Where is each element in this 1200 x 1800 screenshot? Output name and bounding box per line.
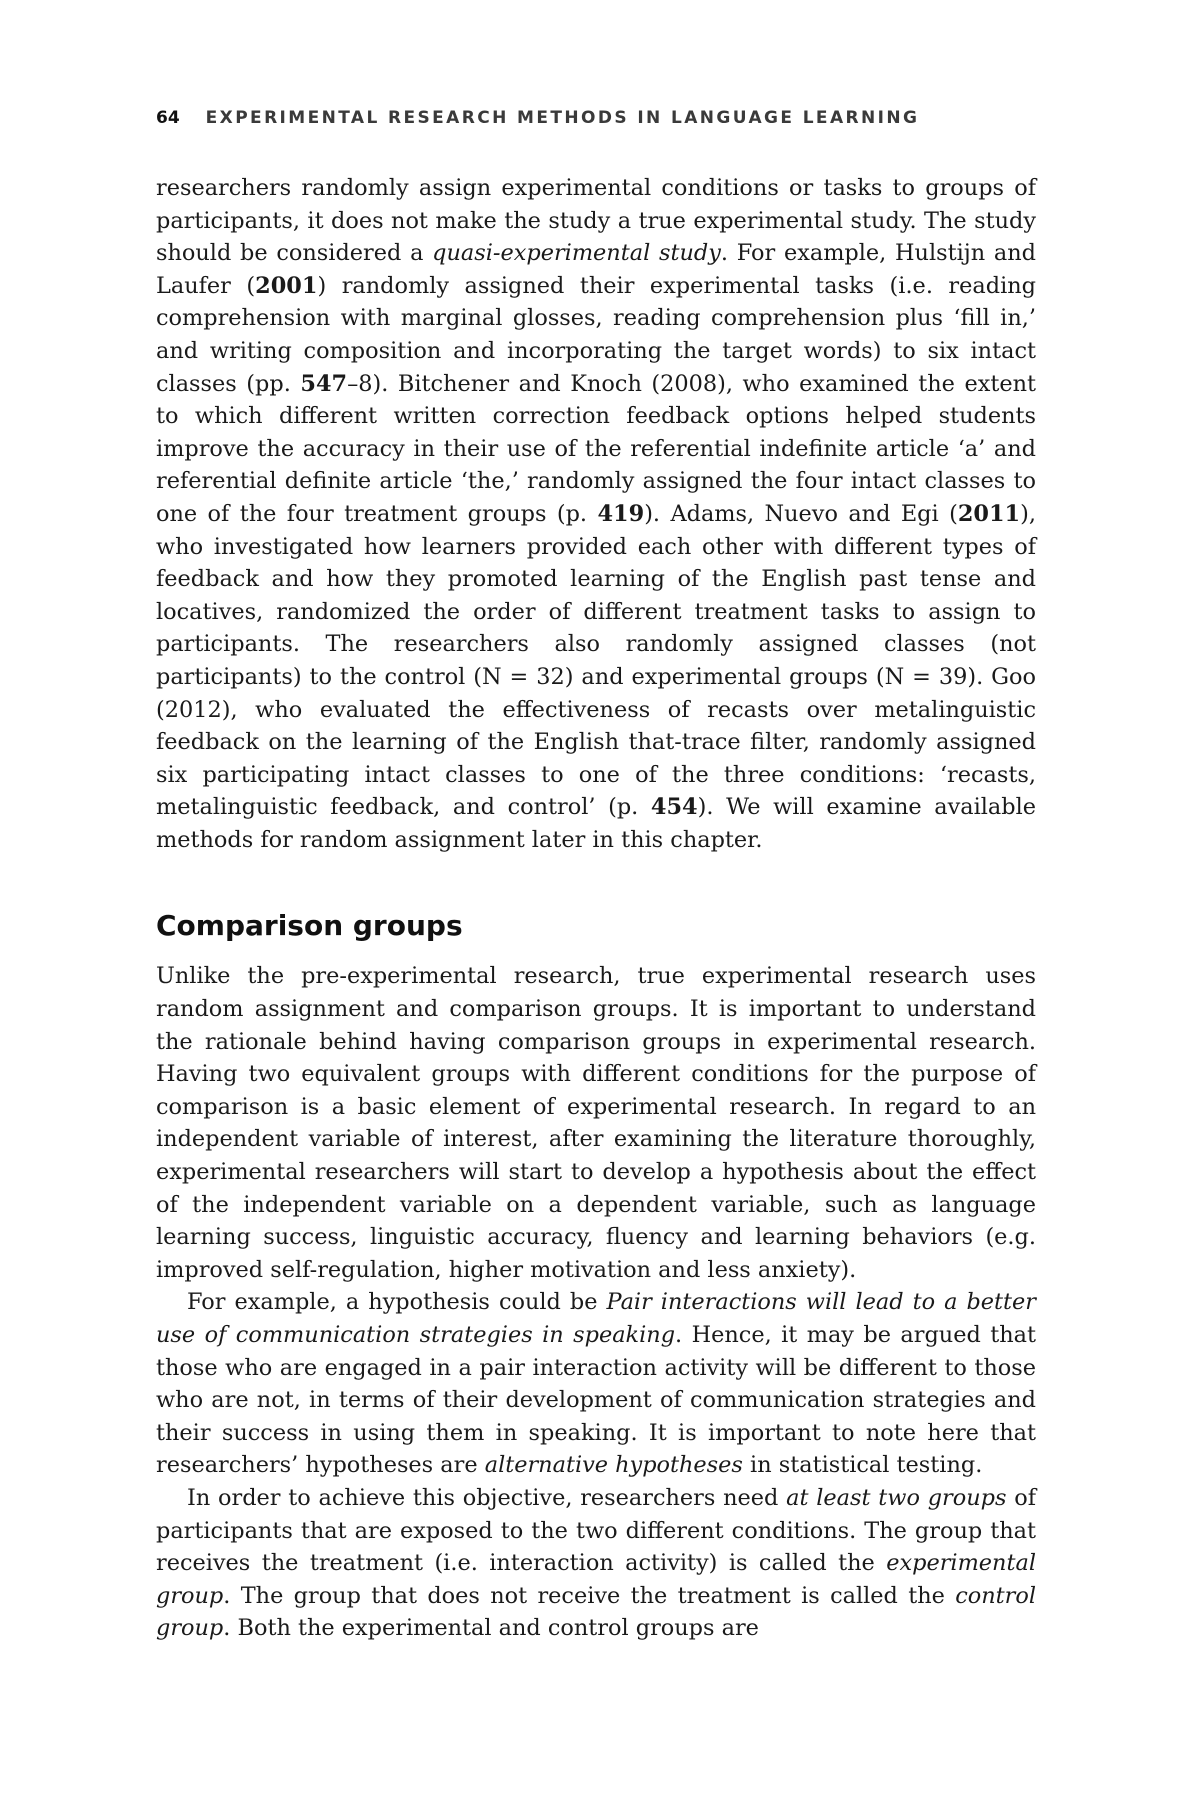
running-title: EXPERIMENTAL RESEARCH METHODS IN LANGUAGE LEARNING <box>205 108 920 128</box>
bold-page: 419 <box>597 500 645 527</box>
text-run: of participants that are exposed to the two different conditions. The group that receives the treatment (i.e. interaction activity) is called the <box>156 1484 1036 1577</box>
paragraph-4 <box>156 1482 1036 1645</box>
text-run: . For example, Hulstijn and Laufer ( <box>156 240 1036 299</box>
page-body <box>156 172 1036 1645</box>
section-heading: Comparison groups <box>156 909 463 943</box>
bold-page: 454 <box>650 794 698 821</box>
text-run: For example, a hypothesis could be <box>187 1289 607 1316</box>
emphasis-two-groups: at least two groups <box>786 1484 1007 1511</box>
text-run: . The group that does not receive the treatment is called the <box>223 1582 956 1609</box>
paragraph-3 <box>156 1286 1036 1482</box>
paragraph-1 <box>156 172 1036 856</box>
bold-year: 2011 <box>957 500 1021 527</box>
emphasis-quasi-experimental: quasi-experimental study <box>432 240 721 267</box>
text-run: in statistical testing. <box>742 1452 983 1479</box>
text-run: . Hence, it may be argued that those who are engaged in a pair interaction activity will be different to those who are not, in terms of their development of communication strategies and their success in using them in speaking. It is important to note here that researchers’ hypotheses are <box>156 1322 1036 1479</box>
text-run: ) randomly assigned their experimental tasks (i.e. reading comprehension with marginal glosses, reading comprehension plus ‘fill in,’ and writing composition and incorporating the target words) to six intact classes (pp. <box>156 272 1036 397</box>
text-run: –8). Bitchener and Knoch (2008), who examined the extent to which different written correction feedback options helped students improve the accuracy in their use of the referential indefinite article ‘a’ and referential definite article ‘the,’ randomly assigned the four intact classes to one of the four treatment groups (p. <box>156 370 1036 527</box>
text-run: ). We will examine available methods for random assignment later in this chapter. <box>156 794 1036 853</box>
emphasis-control-group: control group <box>156 1582 1036 1642</box>
page-number: 64 <box>156 108 180 128</box>
text-run: . Both the experimental and control groups are <box>223 1615 759 1642</box>
running-head <box>156 108 919 128</box>
text-run: ). Adams, Nuevo and Egi ( <box>644 500 958 527</box>
emphasis-hypothesis: Pair interactions will lead to a better use of communication strategies in speaking <box>156 1289 1036 1348</box>
emphasis-experimental-group: experimental group <box>156 1550 1036 1609</box>
emphasis-alternative-hypotheses: alternative hypotheses <box>484 1452 743 1479</box>
text-run: In order to achieve this objective, researchers need <box>187 1484 787 1511</box>
paragraph-2: Unlike the pre-experimental research, true experimental research uses random assignment and comparison groups. It is important to understand the rationale behind having comparison groups in experimental research. Having two equivalent groups with different conditions for the purpose of comparison is a basic element of experimental research. In regard to an independent variable of interest, after examining the literature thoroughly, experimental researchers will start to develop a hypothesis about the effect of the independent variable on a dependent variable, such as language learning success, linguistic accuracy, fluency and learning behaviors (e.g. improved self-regulation, higher motivation and less anxiety). <box>156 963 1036 1283</box>
text-run: ), who investigated how learners provided each other with different types of feedback and how they promoted learning of the English past tense and locatives, randomized the order of different treatment tasks to assign to participants. The researchers also randomly assigned classes (not participants) to the control (N = 32) and experimental groups (N = 39). Goo (2012), who evaluated the effectiveness of recasts over metalinguistic feedback on the learning of the English that-trace filter, randomly assigned six participating intact classes to one of the three conditions: ‘recasts, metalinguistic feedback, and control’ (p. <box>156 500 1036 821</box>
bold-page: 547 <box>300 370 348 397</box>
text-run: researchers randomly assign experimental conditions or tasks to groups of participants, it does not make the study a true experimental study. The study should be considered a <box>156 175 1036 267</box>
bold-year: 2001 <box>255 272 318 299</box>
